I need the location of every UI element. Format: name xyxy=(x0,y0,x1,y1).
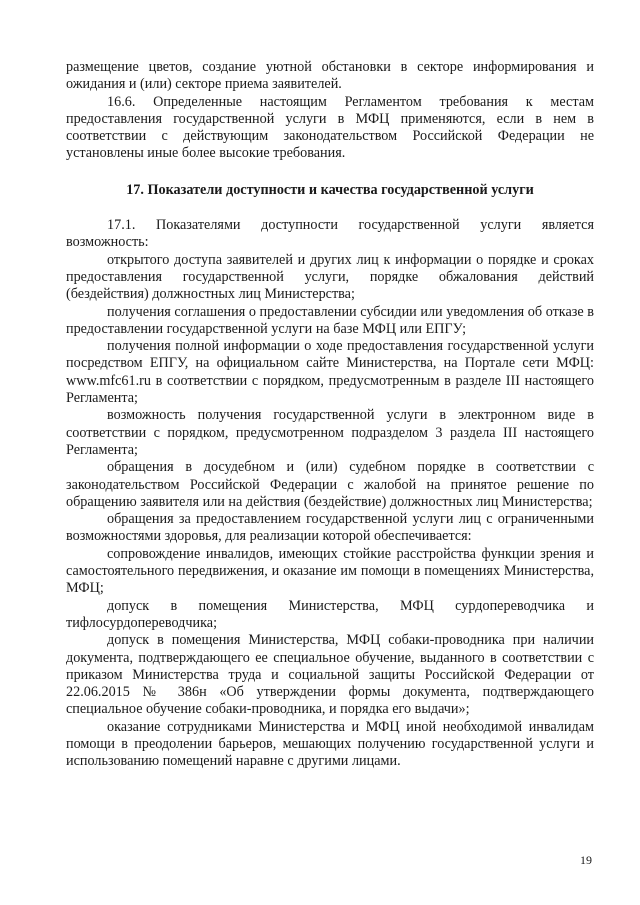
list-item: возможность получения государственной услуги в электронном виде в соответствии с порядком, предусмотренном подразделом 3 раздела III настоящего Регламента; xyxy=(66,407,594,458)
document-body xyxy=(66,59,594,771)
paragraph-continuation: размещение цветов, создание уютной обстановки в секторе информирования и ожидания и (или) секторе приема заявителей. xyxy=(66,59,594,93)
page-number: 19 xyxy=(580,853,592,867)
list-item: обращения за предоставлением государственной услуги лиц с ограниченными возможностями здоровья, для реализации которой обеспечивается: xyxy=(66,511,594,545)
list-item: сопровождение инвалидов, имеющих стойкие расстройства функции зрения и самостоятельного передвижения, и оказание им помощи в помещениях Министерства, МФЦ; xyxy=(66,545,594,597)
paragraph-16-6: 16.6. Определенные настоящим Регламентом требования к местам предоставления государственной услуги в МФЦ применяются, если в нем в соответствии с действующим законодательством Российской Федерации не установлены иные более высокие требования. xyxy=(66,93,594,162)
section-title: 17. Показатели доступности и качества государственной услуги xyxy=(126,181,534,198)
list-item: получения соглашения о предоставлении субсидии или уведомления об отказе в предоставлении государственной услуги на базе МФЦ или ЕПГУ; xyxy=(66,303,594,337)
list-item: открытого доступа заявителей и других лиц к информации о порядке и сроках предоставления государственной услуги, порядке обжалования действий (бездействия) должностных лиц Министерства; xyxy=(66,251,594,303)
list-item: обращения в досудебном и (или) судебном порядке в соответствии с законодательством Российской Федерации с жалобой на принятое решение по обращению заявителя или на действия (бездействие) должностных лиц Министерства; xyxy=(66,459,594,510)
list-item: оказание сотрудниками Министерства и МФЦ иной необходимой инвалидам помощи в преодолении барьеров, мешающих получению государственной услуги и использованию помещений наравне с другими лицами. xyxy=(66,718,594,770)
list-item: допуск в помещения Министерства, МФЦ сурдопереводчика и тифлосурдопереводчика; xyxy=(66,597,594,631)
list-item: допуск в помещения Министерства, МФЦ собаки-проводника при наличии документа, подтверждающего ее специальное обучение, выданного в соответствии с приказом Министерства труда и социальной защиты Российской Федерации от 22.06.2015 № 386н «Об утверждении формы документа, подтверждающего специальное обучение собаки-проводника, и порядка его выдачи»; xyxy=(66,632,594,718)
paragraph-17-1: 17.1. Показателями доступности государственной услуги является возможность: xyxy=(66,217,594,251)
list-item: получения полной информации о ходе предоставления государственной услуги посредством ЕПГУ, на официальном сайте Министерства, на Портале сети МФЦ: www.mfc61.ru в соответствии с порядком, предусмотренным в разделе III настоящего Регламента; xyxy=(66,338,594,407)
